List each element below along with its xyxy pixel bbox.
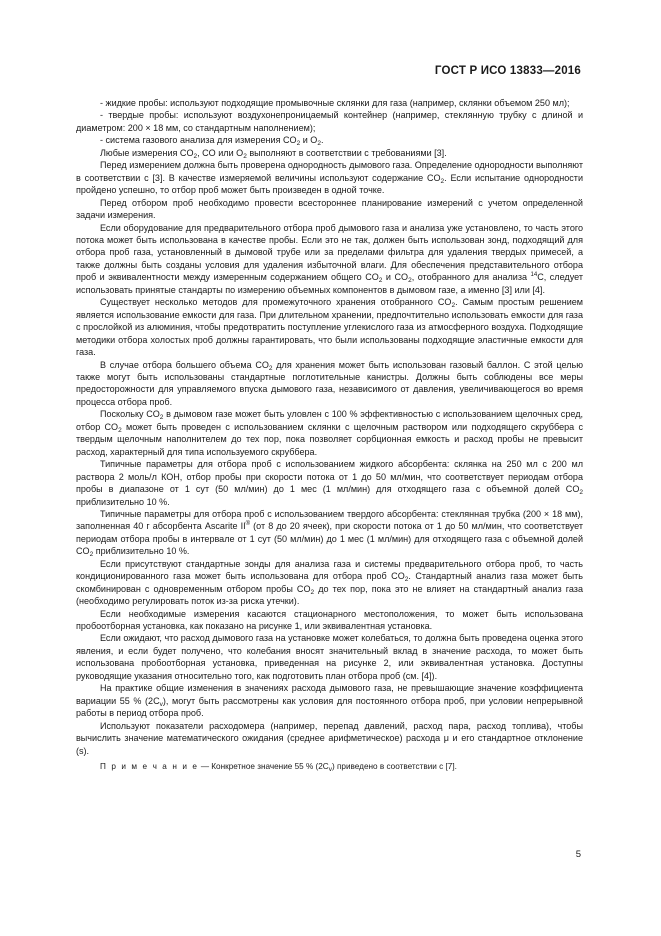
paragraph: Типичные параметры для отбора проб с использованием жидкого абсорбента: склянка на 250 мл с 200 мл раствора 2 моль/л КОН, отбор пробы при скорости потока от 1 до 50 мл/мин, что соответствует периодам отбора пробы в диапазоне от 1 сут (50 мл/мин) до 1 мес (1 мл/мин) для отходящего газа с объемной долей $CO_2$ приблизительно 10 %. <box>76 459 583 507</box>
paragraph: Используют показатели расходомера (например, перепад давлений, расход пара, расход топлива), чтобы вычислить значение математического ожидания (среднее арифметическое) расхода μ и его стандартное отклонение (s). <box>76 720 583 756</box>
paragraph: Если необходимые измерения касаются стационарного местоположения, то может быть использована пробоотборная установка, как показано на рисунке 1, или эквивалентная установка. <box>76 608 583 632</box>
paragraph: Поскольку $CO_2$ в дымовом газе может быть уловлен с 100 % эффективностью с использованием щелочных сред, отбор $CO_2$ может быть проведен с использованием склянки с щелочным раствором или подходящего скруббера с твердым щелочным наполнителем до тех пор, пока позволяет сорбционная емкость и расход пробы не превысит расход, характерный для типа используемого скруббера. <box>76 409 583 457</box>
document-body <box>76 97 583 773</box>
paragraph: Существует несколько методов для промежуточного хранения отобранного $CO_2$. Самым простым решением является использование емкости для газа. При длительном хранении, предпочтительно использовать емкости для газа с прослойкой из алюминия, чтобы предотвратить поступление углекислого газа из атмосферного воздуха. Подходящие методики отбора холостых проб должны гарантировать, что были использованы подходящие эластичные емкости для газа. <box>76 297 584 358</box>
paragraph: Перед измерением должна быть проверена однородность дымового газа. Определение однородности выполняют в соответствии с [3]. В качестве измеряемой величины используют содержание $CO_2$. Если испытание однородности пройдено успешно, то отбор проб может быть произведен в одной точке. <box>76 160 583 196</box>
standard-header: ГОСТ Р ИСО 13833—2016 <box>434 65 581 77</box>
page-number: 5 <box>575 849 581 860</box>
paragraph: Если присутствуют стандартные зонды для анализа газа и системы предварительного отбора проб, то часть кондиционированного газа может быть использована для отбора проб $CO_2$. Стандартный анализ газа может быть скомбинирован с одновременным отбором пробы $CO_2$ до тех пор, пока это не влияет на стандартный анализ газа (необходимо регулировать поток из-за риска утечки). <box>76 558 583 607</box>
paragraph: Если ожидают, что расход дымового газа на установке может колебаться, то должна быть проведена оценка этого явления, и если будет получено, что колебания вносят значительный вклад в значение расхода, то может быть использована пробоотборная установка, приведенная на рисунке 2, или эквивалентная установка. Доступны руководящие указания относительно того, как подготовить план отбора проб (см. [4]). <box>76 633 583 681</box>
paragraph: - жидкие пробы: используют подходящие промывочные склянки для газа (например, склянки объемом 250 мл); <box>100 98 570 108</box>
paragraph: На практике общие изменения в значениях расхода дымового газа, не превышающие значение коэффициента вариации 55 % $(2C_v)$, могут быть рассмотрены как условия для постоянного отбора проб, при условии непрерывной работы в период отбора проб. <box>76 683 583 719</box>
paragraph: Типичные параметры для отбора проб с использованием твердого абсорбента: стеклянная трубка (200 × 18 мм), заполненная 40 г абсорбента Ascarite II® (от 8 до 20 ячеек), при скорости потока от 1 до 50 мл/мин, что соответствует периодам отбора пробы в интервале от 1 сут (50 мл/мин) до 1 мес (1 мл/мин) для отходящего газа с объемной долей $CO_2$ приблизительно 10 %. <box>76 508 583 559</box>
note-text: — Конкретное значение 55 % $(2C_v)$ приведено в соответствии с [7]. <box>198 762 457 774</box>
note <box>76 761 583 773</box>
note-label: П р и м е ч а н и е <box>100 762 199 772</box>
paragraph: Любые измерения $CO_2$, CO или $O_2$ выполняют в соответствии с требованиями [3]. <box>100 147 447 160</box>
paragraph: В случае отбора большего объема $CO_2$ для хранения может быть использован газовый баллон. С этой целью также могут быть использованы стандартные поглотительные канистры. Должны быть соблюдены все меры предосторожности для управляемого впуска дымового газа, независимого от давления, увеличивающегося во время процесса отбора проб. <box>76 359 583 407</box>
paragraph: - система газового анализа для измерения $CO_2$ и $O_2$. <box>100 135 324 148</box>
paragraph: - твердые пробы: используют воздухонепроницаемый контейнер (например, стеклянную трубку с длиной и диаметром: 200 × 18 мм, со стандартным наполнением); <box>76 110 583 133</box>
paragraph: Если оборудование для предварительного отбора проб дымового газа и анализа уже установлено, то часть этого потока может быть использована в качестве пробы. Если это не так, должен быть использован зонд, подходящий для отбора проб газа, установленный в дымовой трубе или за пределами фильтра для удаления твердых примесей, а также должны быть созданы условия для удаления избыточной влаги. Для обеспечения представительного отбора проб и эквивалентности между измеренным содержанием общего $CO_2$ и $CO_2$, отобранного для анализа $^{14}$C, следует использовать принятые стандарты по измерению объемных компонентов в дымовом газе, а именно [3] или [4]. <box>76 222 583 295</box>
paragraph: Перед отбором проб необходимо провести всестороннее планирование измерений с учетом определенной задачи измерения. <box>76 197 583 221</box>
